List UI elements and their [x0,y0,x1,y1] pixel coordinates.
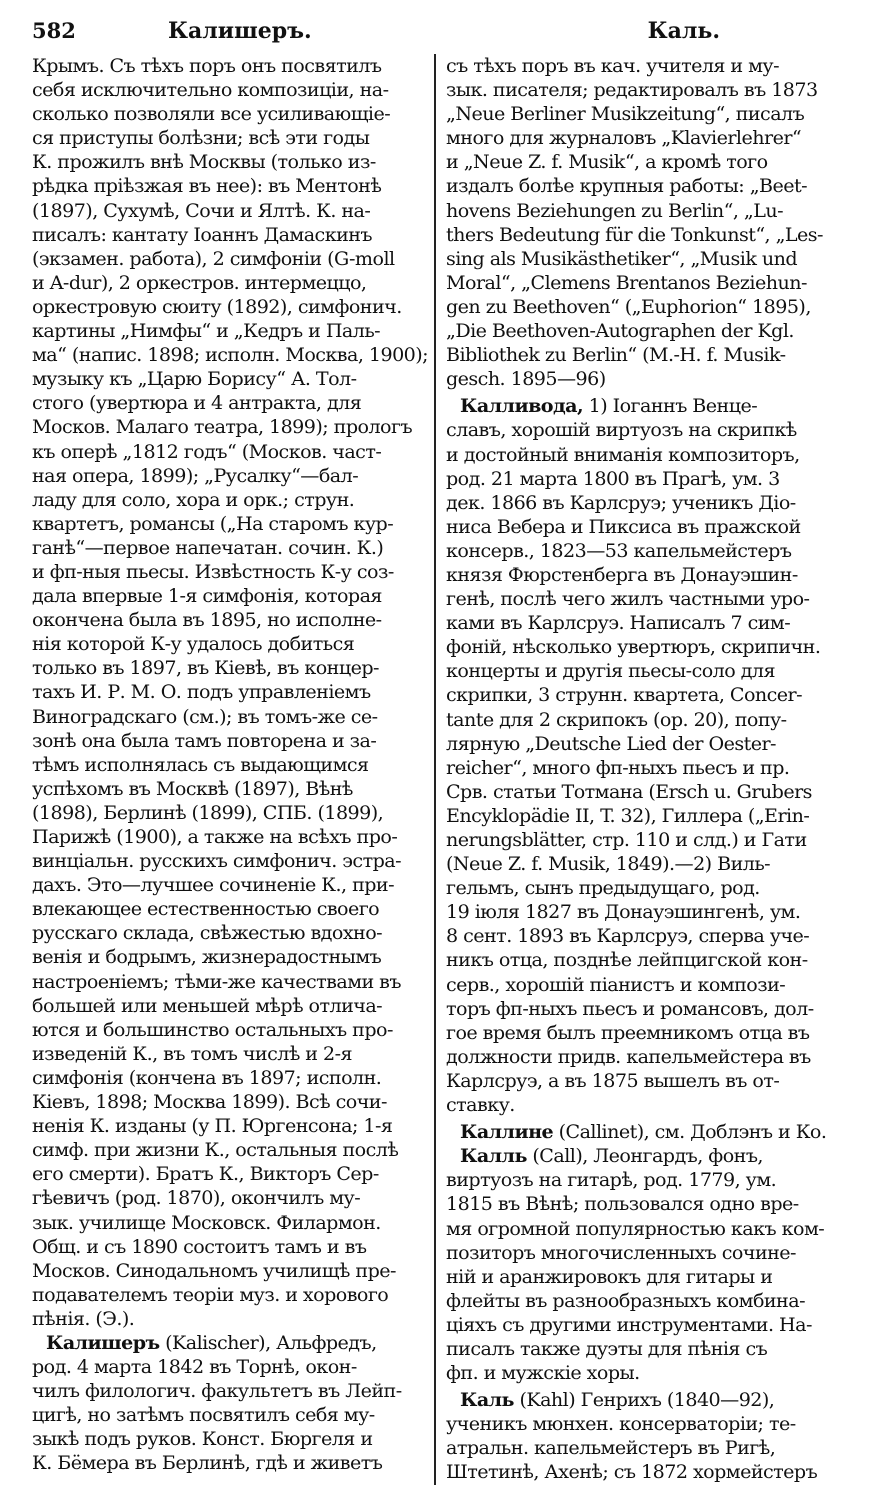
entry-headline-kahl [446,1388,844,1412]
text-line: концерты и другія пьесы-соло для [446,659,775,683]
text-line: ціяхъ съ другими инструментами. На- [446,1312,812,1336]
text-line: 19 іюля 1827 въ Донауэшингенѣ, ум. [446,900,801,924]
text-line: gen zu Beethoven“ („Euphorion“ 1895), [446,294,811,318]
text-line: тѣмъ исполнялась съ выдающимся [32,752,369,776]
text-line: ненія К. изданы (у П. Юргенсона; 1-я [32,1114,393,1138]
text-line: (экзамен. работа), 2 симфоніи (G-moll [32,246,395,270]
text-line: gesch. 1895—96) [446,367,606,391]
text-line: Москов. Малаго театра, 1899); прологъ [32,415,413,439]
headword-kalline: Каллине [460,1120,554,1144]
page-header [32,14,844,54]
text-line: reicher“, много фп-ныхъ пьесъ и пр. [446,755,790,779]
text-line: себя исключительно композиціи, на- [32,78,389,102]
text-line: цигѣ, но затѣмъ посвятилъ себя му- [32,1403,375,1427]
left-lines-bottom [32,1355,430,1475]
entry-headline-kall [446,1144,844,1168]
text-line: „Die Beethoven-Autographen der Kgl. [446,319,794,343]
text-line: Общ. и съ 1890 состоитъ тамъ и въ [32,1234,367,1258]
text-line: зыкѣ подъ руков. Конст. Бюргеля и [32,1427,373,1451]
text-line: Москов. Синодальномъ училищѣ пре- [32,1258,396,1282]
text-line: рѣдка пріѣзжая въ нее): въ Ментонѣ [32,174,382,198]
right-lines-c [446,1168,844,1385]
text-line: род. 21 марта 1800 въ Прагѣ, ум. 3 [446,466,780,490]
text-line: ученикъ мюнхен. консерваторіи; те- [446,1412,796,1436]
left-column [32,54,436,1485]
text-line: tante для 2 скрипокъ (op. 20), попу- [446,707,787,731]
entry-text: 1) Іоганнъ Венце- [583,394,758,418]
text-line: лярную „Deutsche Lied der Oester- [446,731,776,755]
text-line: К. Бёмера въ Берлинѣ, гдѣ и живетъ [32,1451,383,1475]
text-line: его смерти). Братъ К., Викторъ Сер- [32,1162,379,1186]
text-line: виртуозъ на гитарѣ, род. 1779, ум. [446,1168,777,1192]
text-line: писалъ также дуэты для пѣнія съ [446,1336,768,1360]
text-line: 8 сент. 1893 въ Карлсруэ, сперва уче- [446,924,810,948]
text-line: sing als Musikästhetiker“, „Musik und [446,246,798,270]
text-line: гое время былъ преемникомъ отца въ [446,1020,810,1044]
entry-text: (Kahl) Генрихъ (1840—92), [513,1388,775,1412]
text-line: Кіевъ, 1898; Москва 1899). Всѣ сочи- [32,1090,387,1114]
text-line: изведеній К., въ томъ числѣ и 2-я [32,1041,352,1065]
text-line: ній и аранжировокъ для гитары и [446,1264,773,1288]
text-line: никъ отца, позднѣе лейпцигской кон- [446,948,808,972]
text-line: ются и большинство остальныхъ про- [32,1017,393,1041]
text-line: дахъ. Это—лучшее сочиненіе К., при- [32,873,394,897]
text-line: ганѣ“—первое напечатан. сочин. К.) [32,535,384,559]
text-line: Штетинѣ, Ахенѣ; съ 1872 хормейстеръ [446,1460,818,1484]
text-line: окончена была въ 1895, но исполне- [32,608,382,632]
headword-kall: Калль [460,1144,527,1168]
text-line: торъ фп-ныхъ пьесъ и романсовъ, дол- [446,996,814,1020]
left-lines-top [32,54,430,1331]
text-line: фп. и мужскіе хоры. [446,1361,640,1385]
text-line: дала впервые 1-я симфонія, которая [32,584,382,608]
text-line: род. 4 марта 1842 въ Торнѣ, окон- [32,1355,357,1379]
text-line: Карлсруэ, а въ 1875 вышелъ въ от- [446,1068,780,1092]
entry-headline-kallivoda [446,394,844,418]
text-line: писалъ: кантату Іоаннъ Дамаскинъ [32,222,373,246]
text-line: настроеніемъ; тѣми-же качествами въ [32,969,401,993]
text-line: князя Фюрстенберга въ Донауэшин- [446,562,798,586]
text-line: дек. 1866 въ Карлсруэ; ученикъ Діо- [446,490,796,514]
text-line: и A-dur), 2 оркестров. интермеццо, [32,270,367,294]
text-line: ся приступы болѣзни; всѣ эти годы [32,126,370,150]
text-line: К. прожилъ внѣ Москвы (только из- [32,150,376,174]
text-line: сколько позволяли все усиливающіе- [32,102,391,126]
text-line: ладу для соло, хора и орк.; струн. [32,487,355,511]
text-line: и фп-ныя пьесы. Извѣстность К-у соз- [32,559,394,583]
text-line: (1897), Сухумѣ, Сочи и Ялтѣ. К. на- [32,198,371,222]
text-line: только въ 1897, въ Кіевѣ, въ концер- [32,656,379,680]
headword-kallivoda: Калливода, [460,394,584,418]
entry-text: (Callinet), см. Доблэнъ и Ко. [553,1120,827,1144]
text-line: винціальн. русскихъ симфонич. эстра- [32,849,401,873]
text-line: нія которой К-у удалось добиться [32,632,355,656]
text-line: Крымъ. Съ тѣхъ поръ онъ посвятилъ [32,54,382,77]
text-line: ниса Вебера и Пиксиса въ пражской [446,514,801,538]
text-line: ная опера, 1899); „Русалку“—бал- [32,463,359,487]
text-line: гельмъ, сынъ предыдущаго, род. [446,876,760,900]
text-line: съ тѣхъ поръ въ кач. учителя и му- [446,54,780,77]
text-line: Bibliothek zu Berlin“ (M.-H. f. Musik- [446,343,786,367]
text-line: влекающее естественностью своего [32,897,380,921]
text-line: къ оперѣ „1812 годъ“ (Москов. част- [32,439,382,463]
text-line: Срв. статьи Тотмана (Ersch u. Grubers [446,779,812,803]
text-line: hovens Beziehungen zu Berlin“, „Lu- [446,198,783,222]
text-line: Парижѣ (1900), а также на всѣхъ про- [32,825,398,848]
text-line: чилъ филологич. факультетъ въ Лейп- [32,1379,402,1403]
text-line: Moral“, „Clemens Brentanos Beziehun- [446,270,807,294]
entry-text: (Call), Леонгардъ, фонъ, [526,1144,763,1168]
text-line: должности придв. капельмейстера въ [446,1044,811,1068]
text-line: 1815 въ Вѣнѣ; пользовался одно вре- [446,1192,799,1216]
text-line: стого (увертюра и 4 антракта, для [32,391,362,415]
text-line: подавателемъ теоріи муз. и хорового [32,1282,389,1306]
page-number: 582 [32,18,76,43]
text-columns [32,54,844,1485]
running-head-left: Калишеръ. [168,18,312,44]
text-line: серв., хорошій піанистъ и компози- [446,972,786,996]
text-line: позиторъ многочисленныхъ сочине- [446,1240,796,1264]
text-line: „Neue Berliner Musikzeitung“, писалъ [446,102,805,126]
text-line: ставку. [446,1093,515,1117]
text-line: тахъ И. Р. М. О. подъ управленіемъ [32,680,371,704]
text-line: издалъ болѣе крупныя работы: „Beet- [446,174,808,198]
text-line: зонѣ она была тамъ повторена и за- [32,728,377,752]
text-line: и „Neue Z. f. Musik“, а кромѣ того [446,150,768,174]
running-head-right: Каль. [647,18,720,44]
text-line: скрипки, 3 струнн. квартета, Concer- [446,683,803,707]
headword-kalischer: Калишеръ [46,1330,160,1354]
text-line: гѣевичъ (род. 1870), окончилъ му- [32,1186,361,1210]
text-line: генѣ, послѣ чего жилъ частными уро- [446,587,810,611]
text-line: большей или меньшей мѣрѣ отлича- [32,993,383,1017]
text-line: музыку къ „Царю Борису“ А. Тол- [32,367,357,391]
text-line: (1898), Берлинѣ (1899), СПБ. (1899), [32,800,384,824]
entry-headline-kalischer [32,1331,430,1355]
text-line: nerungsblätter, стр. 110 и слд.) и Гати [446,828,807,851]
text-line: венія и бодрымъ, жизнерадостнымъ [32,945,382,969]
text-line: Виноградскаго (см.); въ томъ-же се- [32,704,378,728]
text-line: оркестровую сюиту (1892), симфонич. [32,294,402,318]
right-lines-b [446,418,844,1117]
entry-headline-kalline [446,1120,844,1144]
text-line: и достойный вниманія композиторъ, [446,442,800,466]
text-line: много для журналовъ „Klavierlehrer“ [446,126,802,150]
text-line: зык. писателя; редактировалъ въ 1873 [446,78,818,102]
right-column [442,54,844,1485]
headword-kahl: Каль [460,1388,514,1412]
entry-text: (Kalischer), Альфредъ, [159,1330,377,1354]
text-line: картины „Нимфы“ и „Кедръ и Паль- [32,319,381,343]
text-line: славъ, хорошій виртуозъ на скрипкѣ [446,418,797,442]
text-line: атральн. капельмейстеръ въ Ригѣ, [446,1436,776,1460]
text-line: ма“ (напис. 1898; исполн. Москва, 1900); [32,343,429,367]
text-line: Encyklopädie II, T. 32), Гиллера („Erin- [446,803,810,827]
text-line: ками въ Карлсруэ. Написалъ 7 сим- [446,611,791,635]
right-lines-d [446,1412,844,1484]
text-line: фоній, нѣсколько увертюръ, скрипичн. [446,635,821,659]
text-line: зык. училище Московск. Филармон. [32,1210,381,1234]
text-line: (Neue Z. f. Musik, 1849).—2) Виль- [446,852,771,876]
text-line: русскаго склада, свѣжестью вдохно- [32,921,383,945]
text-line: консерв., 1823—53 капельмейстеръ [446,538,792,562]
text-line: флейты въ разнообразныхъ комбина- [446,1288,805,1312]
text-line: успѣхомъ въ Москвѣ (1897), Вѣнѣ [32,776,353,800]
text-line: мя огромной популярностью какъ ком- [446,1216,825,1240]
text-line: симф. при жизни К., остальныя послѣ [32,1138,399,1162]
text-line: пѣнія. (Э.). [32,1306,135,1330]
text-line: thers Bedeutung für die Tonkunst“, „Les- [446,222,823,246]
text-line: квартетъ, романсы („На старомъ кур- [32,511,394,535]
right-lines-a [446,54,844,391]
text-line: симфонія (кончена въ 1897; исполн. [32,1065,382,1089]
